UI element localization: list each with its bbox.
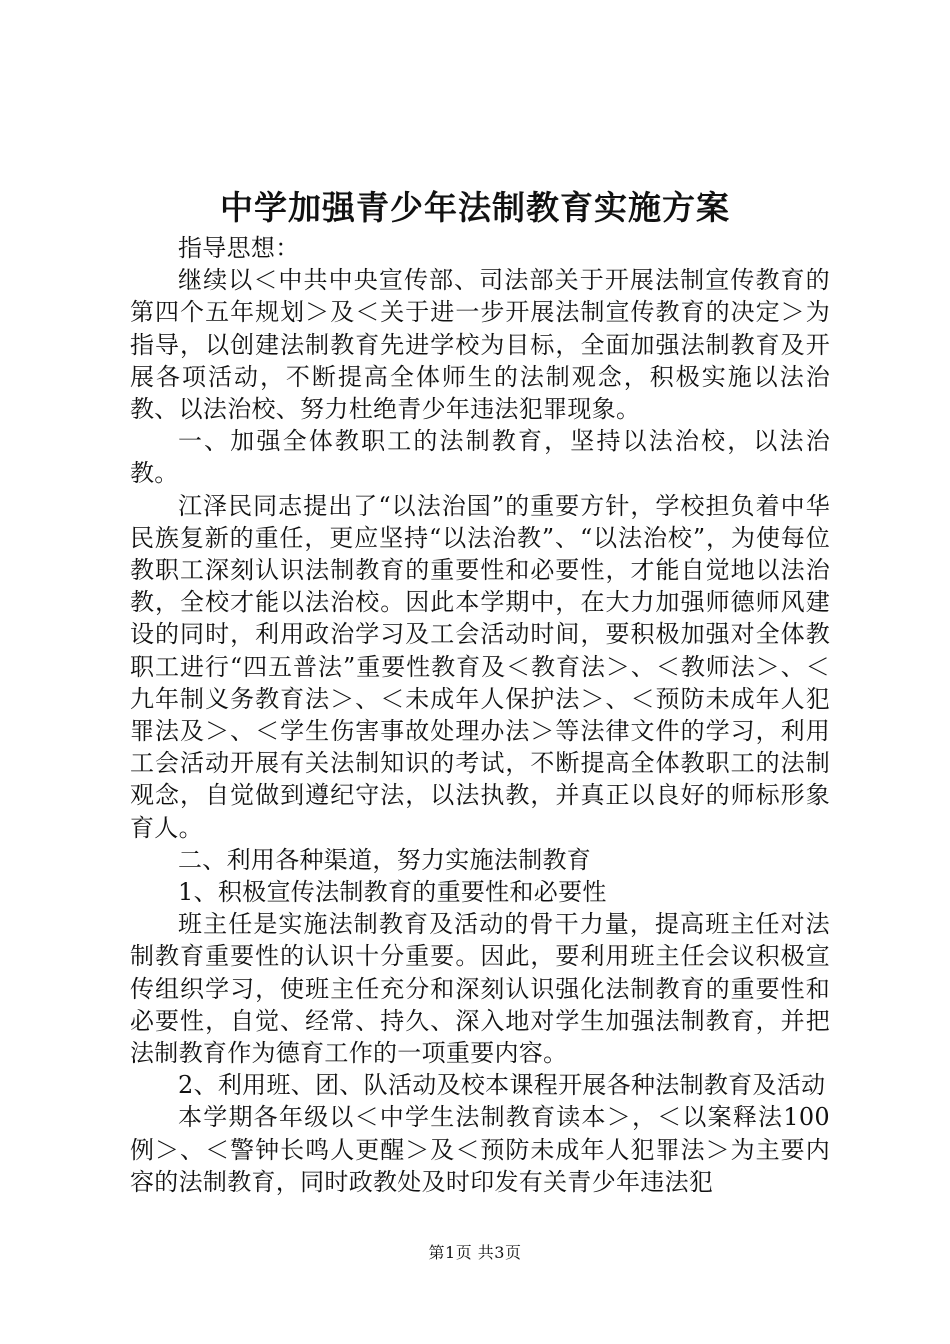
paragraph-subsection-1-heading: 1、积极宣传法制教育的重要性和必要性 (178, 878, 607, 907)
paragraph-section-1-content: 江泽民同志提出了“以法治国”的重要方针，学校担负着中华民族复新的重任，更应坚持“以法治教”、“以法治校”，为使每位教职工深刻认识法制教育的重要性和必要性，才能自觉地以法治教，全校才能以法治校。因此本学期中，在大力加强师德师风建设的同时，利用政治学习及工会活动时间，要积极加强对全体教职工进行“四五普法”重要性教育及＜教育法＞、＜教师法＞、＜九年制义务教育法＞、＜未成年人保护法＞、＜预防未成年人犯罪法及＞、＜学生伤害事故处理办法＞等法律文件的学习，利用工会活动开展有关法制知识的考试，不断提高全体教职工的法制观念，自觉做到遵纪守法，以法执教，并真正以良好的师标形象育人。 (130, 491, 830, 842)
document-title: 中学加强青少年法制教育实施方案 (220, 188, 730, 227)
page-number-footer: 第1页 共3页 (428, 1243, 522, 1262)
paragraph-section-2-heading: 二、利用各种渠道，努力实施法制教育 (178, 845, 592, 874)
paragraph-subsection-2-heading: 2、利用班、团、队活动及校本课程开展各种法制教育及活动 (178, 1071, 826, 1100)
paragraph-section-1-heading: 一、加强全体教职工的法制教育，坚持以法治校，以法治教。 (130, 427, 830, 488)
paragraph-subsection-1-content: 班主任是实施法制教育及活动的骨干力量，提高班主任对法制教育重要性的认识十分重要。因此，要利用班主任会议积极宣传组织学习，使班主任充分和深刻认识强化法制教育的重要性和必要性，自觉、经常、持久、深入地对学生加强法制教育，并把法制教育作为德育工作的一项重要内容。 (130, 910, 830, 1068)
paragraph-guiding-heading: 指导思想： (178, 234, 300, 262)
paragraph-subsection-2-content: 本学期各年级以＜中学生法制教育读本＞，＜以案释法100例＞、＜警钟长鸣人更醒＞及＜预防未成年人犯罪法＞为主要内容的法制教育，同时政教处及时印发有关青少年违法犯 (130, 1103, 830, 1196)
document-body (130, 232, 830, 1198)
paragraph-guiding-content: 继续以＜中共中央宣传部、司法部关于开展法制宣传教育的第四个五年规划＞及＜关于进一步开展法制宣传教育的决定＞为指导，以创建法制教育先进学校为目标，全面加强法制教育及开展各项活动，不断提高全体师生的法制观念，积极实施以法治教、以法治校、努力杜绝青少年违法犯罪现象。 (130, 266, 830, 424)
